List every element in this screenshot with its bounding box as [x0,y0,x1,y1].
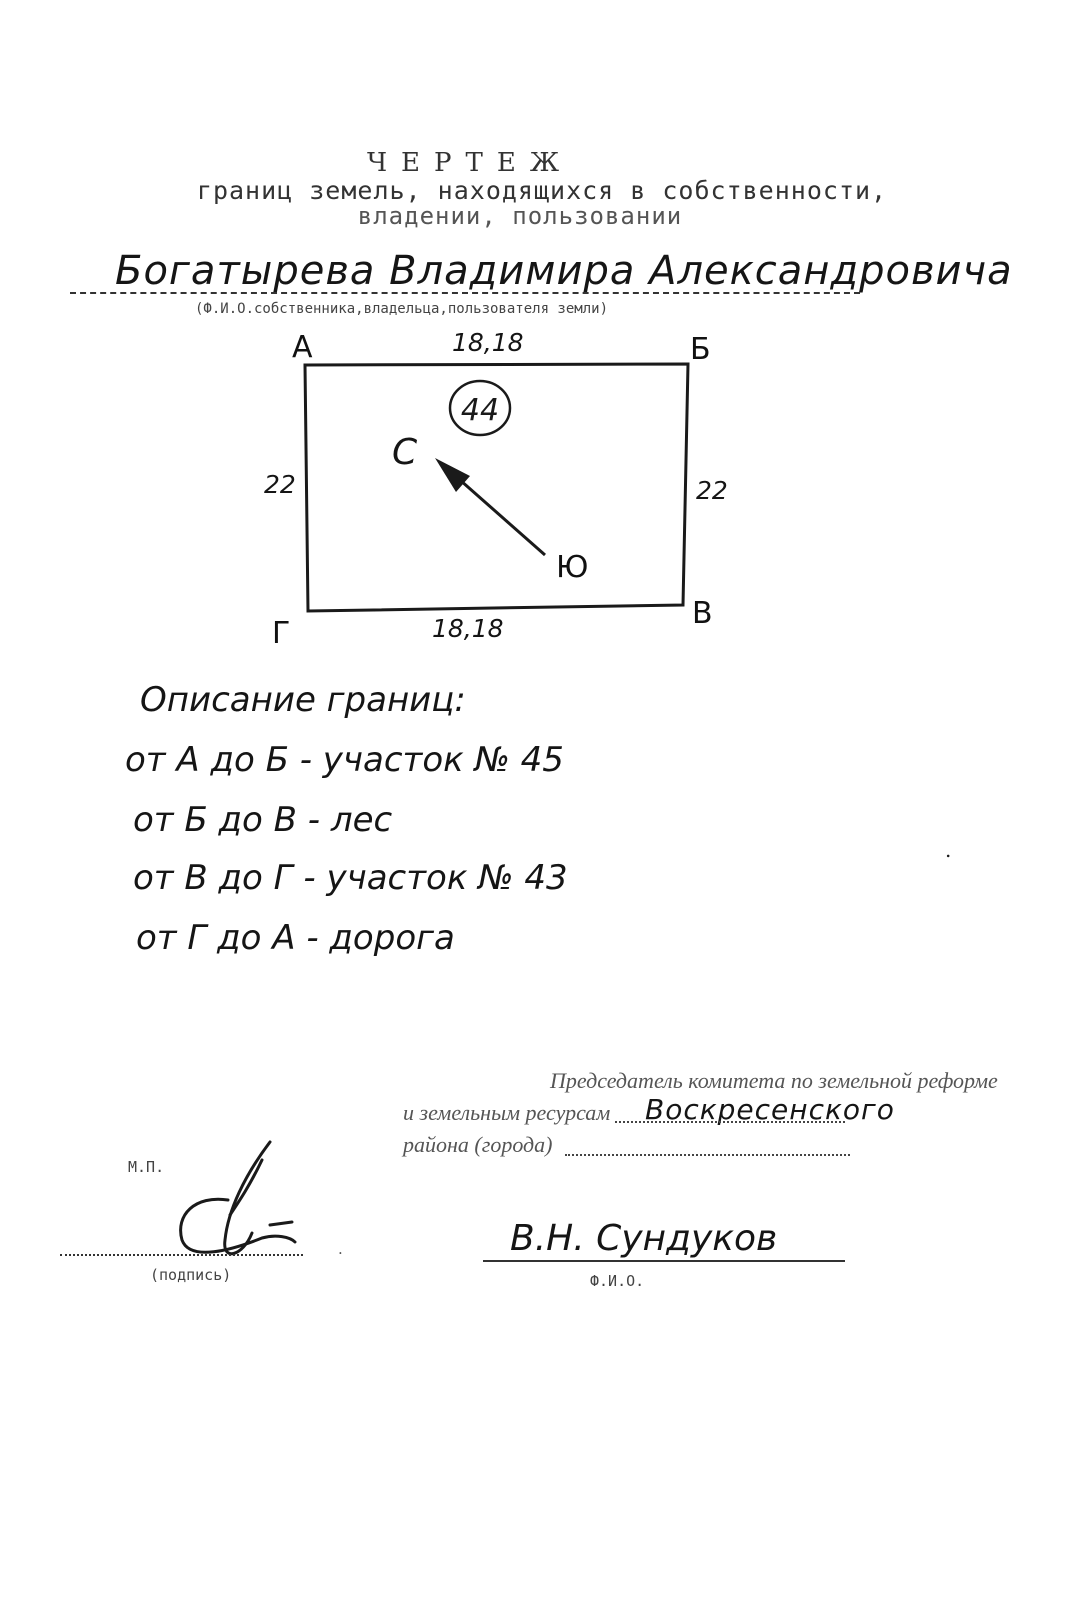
description-line: от А до Б - участок № 45 [125,740,564,780]
corner-label-a: А [292,330,313,365]
corner-label-g: Г [272,616,291,651]
compass-south-label: Ю [556,550,589,585]
signature-scribble-icon [181,1142,295,1254]
side-length-right: 22 [696,476,728,505]
signature-caption: (подпись) [150,1266,232,1284]
stamp-label: М.П. [128,1158,165,1176]
plot-number-circle [450,381,510,435]
compass-arrow-head-icon [435,458,470,492]
chairman-name-underline [483,1260,845,1262]
owner-name: Богатырева Владимира Александровича [115,248,1013,294]
plot-boundary [305,364,688,611]
stray-dot: . [338,1240,343,1258]
corner-label-b: Б [690,332,711,367]
side-length-bottom: 18,18 [432,614,504,643]
region-underline [565,1154,850,1156]
chairman-name: В.Н. Сундуков [510,1218,778,1259]
side-length-top: 18,18 [452,328,524,357]
owner-caption: (Ф.И.О.собственника,владельца,пользователя земли) [195,301,609,317]
compass-arrow-line [460,480,545,555]
document-subtitle-line2: владении, пользовании [357,202,683,230]
description-line: от В до Г - участок № 43 [133,858,568,898]
description-heading: Описание границ: [140,680,466,720]
chairman-name-caption: Ф.И.О. [590,1272,645,1290]
chairman-title-line3: района (города) [403,1132,553,1157]
document-subtitle-line1: границ земель, находящихся в собственности, [196,176,888,205]
side-length-left: 22 [264,470,296,499]
signature-underline [60,1254,303,1256]
chairman-title-line1: Председатель комитета по земельной реформе [550,1068,998,1093]
plot-number: 44 [460,393,500,428]
chairman-district: Воскресенского [645,1093,895,1126]
description-line: от Б до В - лес [133,800,393,840]
compass-north-label: С [392,432,418,473]
corner-label-v: В [692,596,713,631]
chairman-title-line2: и земельным ресурсам [403,1100,611,1125]
document-title: ЧЕРТЕЖ [366,148,574,178]
owner-underline [70,292,860,294]
description-line: от Г до А - дорога [136,918,455,958]
district-underline [615,1121,845,1123]
stray-dot: . [945,838,952,862]
